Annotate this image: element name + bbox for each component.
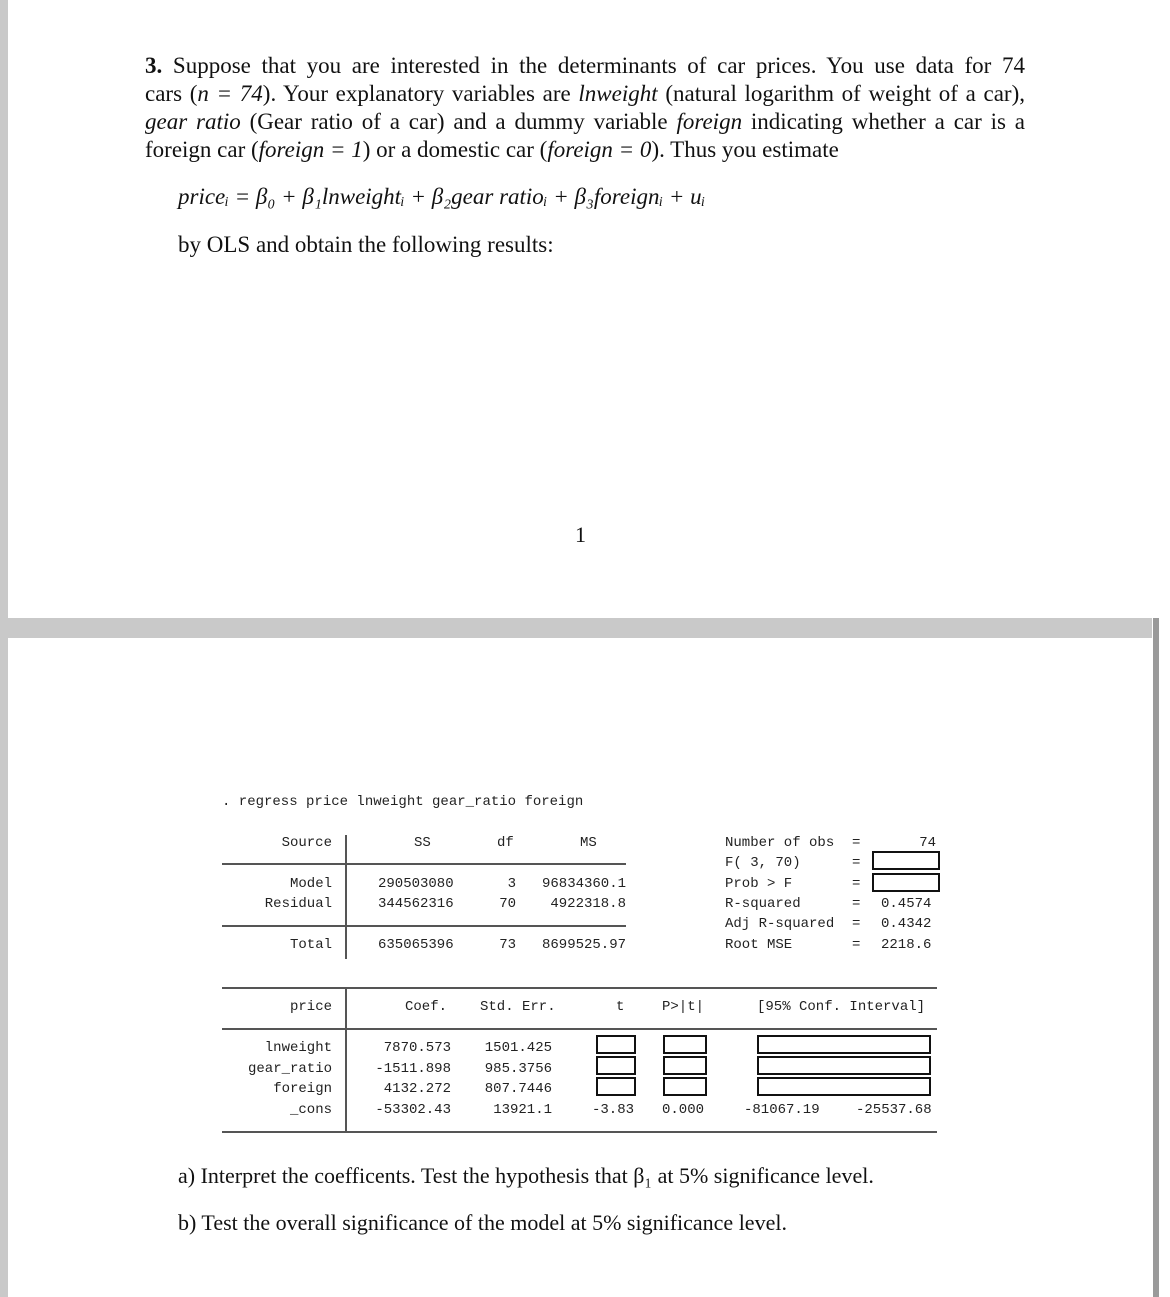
p-blank-box-lnweight bbox=[663, 1035, 707, 1054]
ci-blank-box-gear-ratio bbox=[757, 1056, 931, 1075]
anova-header-source: Source bbox=[281, 835, 332, 851]
ci-blank-box-lnweight bbox=[757, 1035, 931, 1054]
coef-separator bbox=[345, 989, 347, 1133]
coef-top-rule bbox=[222, 987, 937, 989]
coef-bottom-rule bbox=[222, 1131, 937, 1133]
anova-row-model-df: 3 bbox=[507, 876, 516, 892]
document-page-2 bbox=[8, 638, 1152, 1297]
coef-header-price: price bbox=[289, 999, 332, 1015]
coef-row-foreign-se: 807.7446 bbox=[484, 1081, 552, 1097]
t-blank-box-lnweight bbox=[596, 1035, 636, 1054]
coef-header-p: P>|t| bbox=[662, 999, 705, 1015]
p-blank-box-foreign bbox=[663, 1077, 707, 1096]
stat-rmse-value: 2218.6 bbox=[881, 937, 932, 953]
anova-row-model-ms: 96834360.1 bbox=[541, 876, 626, 892]
t-blank-box-foreign bbox=[596, 1077, 636, 1096]
coef-header-ci: [95% Conf. Interval] bbox=[757, 999, 926, 1015]
anova-separator bbox=[345, 835, 347, 959]
stat-r2-label: R-squared bbox=[725, 896, 801, 912]
anova-row-residual-ms: 4922318.8 bbox=[550, 896, 626, 912]
question-b: b) Test the overall significance of the model at 5% significance level. bbox=[178, 1210, 787, 1235]
page-number: 1 bbox=[575, 522, 586, 547]
coef-row-foreign-var: foreign bbox=[273, 1081, 332, 1097]
p-blank-box-gear-ratio bbox=[663, 1056, 707, 1075]
anova-header-df: df bbox=[497, 835, 514, 851]
scrollbar[interactable] bbox=[1153, 618, 1159, 1297]
stat-prob-label: Prob > F bbox=[725, 876, 793, 892]
anova-header-rule bbox=[222, 863, 626, 865]
anova-row-model-ss: 290503080 bbox=[378, 876, 454, 892]
problem-paragraph: 3. Suppose that you are interested in the determinants of car prices. You use data for 74 cars (n = 74). Your explanatory variables are lnweight (natural logarithm of weight of a car), gear ratio (Gear ratio of a car) and a dummy variable foreign indicating whether a car is a foreign car (foreign = 1) or a domestic car (foreign = 0). Thus you estimate bbox=[145, 53, 1026, 162]
prob-f-blank-box bbox=[872, 873, 940, 892]
stat-adjr2-label: Adj R-squared bbox=[725, 916, 835, 932]
stat-r2-value: 0.4574 bbox=[881, 896, 932, 912]
coef-row-lnweight-se: 1501.425 bbox=[484, 1040, 552, 1056]
regression-equation: priceᵢ = β₀ + β₁lnweightᵢ + β₂gear ratioᵢ + β₃foreignᵢ + uᵢ bbox=[178, 184, 706, 209]
coef-row-cons-ci-high: -25537.68 bbox=[856, 1102, 932, 1118]
stat-adjr2-value: 0.4342 bbox=[881, 916, 932, 932]
coef-row-cons-se: 13921.1 bbox=[493, 1102, 552, 1118]
anova-row-residual-df: 70 bbox=[499, 896, 516, 912]
coef-row-gear-ratio-var: gear_ratio bbox=[247, 1061, 332, 1077]
stat-nobs-value: 74 bbox=[919, 835, 936, 851]
coef-header-se: Std. Err. bbox=[480, 999, 556, 1015]
coef-row-lnweight-coef: 7870.573 bbox=[383, 1040, 451, 1056]
anova-row-residual-ss: 344562316 bbox=[378, 896, 454, 912]
ols-intro-text: by OLS and obtain the following results: bbox=[178, 232, 554, 257]
anova-row-residual-source: Residual bbox=[264, 896, 332, 912]
coef-header-t: t bbox=[616, 999, 625, 1015]
coef-row-cons-var: _cons bbox=[289, 1102, 332, 1118]
coef-row-cons-p: 0.000 bbox=[662, 1102, 705, 1118]
coef-row-cons-ci-low: -81067.19 bbox=[744, 1102, 820, 1118]
coef-header-coef: Coef. bbox=[405, 999, 448, 1015]
ci-blank-box-foreign bbox=[757, 1077, 931, 1096]
coef-row-lnweight-var: lnweight bbox=[264, 1040, 332, 1056]
problem-number: 3. bbox=[145, 53, 163, 78]
stata-command: . regress price lnweight gear_ratio foreign bbox=[222, 794, 584, 810]
anova-row-total-df: 73 bbox=[499, 937, 516, 953]
coef-row-cons-t: -3.83 bbox=[591, 1102, 634, 1118]
anova-header-ss: SS bbox=[414, 835, 431, 851]
anova-total-rule bbox=[222, 925, 626, 927]
anova-row-total-source: Total bbox=[289, 937, 332, 953]
anova-header-ms: MS bbox=[580, 835, 597, 851]
coef-row-gear-ratio-coef: -1511.898 bbox=[375, 1061, 451, 1077]
stat-rmse-label: Root MSE bbox=[725, 937, 793, 953]
anova-row-total-ss: 635065396 bbox=[378, 937, 454, 953]
f-stat-blank-box bbox=[872, 851, 940, 870]
anova-row-model-source: Model bbox=[289, 876, 332, 892]
coef-row-foreign-coef: 4132.272 bbox=[383, 1081, 451, 1097]
stat-nobs-label: Number of obs bbox=[725, 835, 835, 851]
anova-row-total-ms: 8699525.97 bbox=[541, 937, 626, 953]
coef-header-rule bbox=[222, 1028, 937, 1030]
coef-row-gear-ratio-se: 985.3756 bbox=[484, 1061, 552, 1077]
question-a: a) Interpret the coefficents. Test the hypothesis that β₁ at 5% significance level. bbox=[178, 1163, 874, 1188]
coef-row-cons-coef: -53302.43 bbox=[375, 1102, 451, 1118]
t-blank-box-gear-ratio bbox=[596, 1056, 636, 1075]
stat-f-label: F( 3, 70) bbox=[725, 855, 801, 871]
